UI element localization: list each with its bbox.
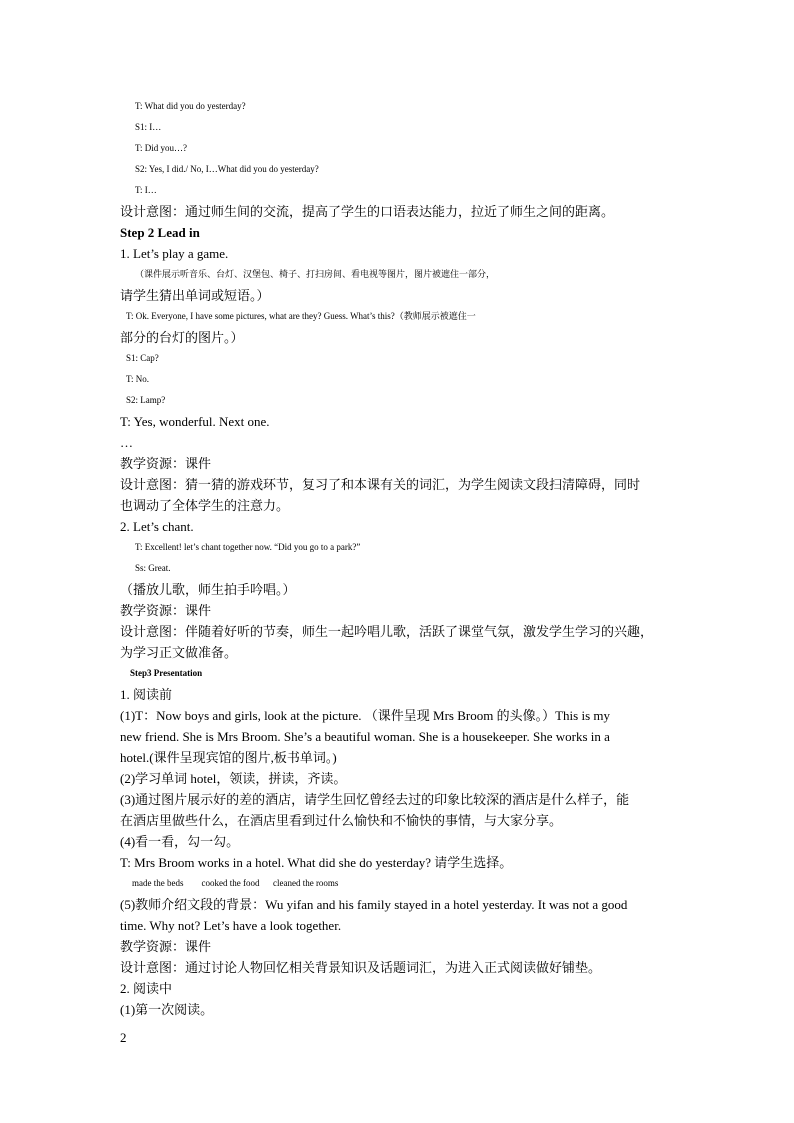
paragraph-line: (1)第一次阅读。 (120, 1002, 214, 1017)
section-heading: Step3 Presentation (130, 668, 203, 678)
dialogue-line: S1: Cap? (126, 353, 159, 363)
dialogue-line: Ss: Great. (135, 563, 171, 573)
paragraph-line: T: Mrs Broom works in a hotel. What did she do yesterday? 请学生选择。 (120, 855, 513, 870)
paragraph-line: (1)T：Now boys and girls, look at the picture. （课件呈现 Mrs Broom 的头像。）This is my (120, 708, 610, 723)
dialogue-line: T: What did you do yesterday? (135, 101, 246, 111)
paragraph-line: 部分的台灯的图片。） (120, 330, 244, 345)
dialogue-line: T: No. (126, 374, 150, 384)
paragraph-line: (3)通过图片展示好的差的酒店，请学生回忆曾经去过的印象比较深的酒店是什么样子，能 (120, 792, 630, 807)
teaching-resource: 教学资源：课件 (120, 603, 212, 618)
subsection-title: 2. 阅读中 (120, 981, 173, 996)
dialogue-line: T: Yes, wonderful. Next one. (120, 414, 270, 429)
design-intent: 也调动了全体学生的注意力。 (120, 498, 290, 513)
dialogue-line: S1: I… (135, 122, 162, 132)
paragraph-line: 请学生猜出单词或短语。） (120, 288, 270, 303)
paragraph-line: (2)学习单词 hotel，领读，拼读，齐读。 (120, 771, 347, 786)
page-number: 2 (120, 1030, 127, 1045)
dialogue-line: T: Excellent! let’s chant together now. “Did you go to a park?” (135, 542, 361, 552)
choice-options: made the beds cooked the food cleaned the rooms (132, 878, 339, 888)
paragraph-line: (4)看一看，勾一勾。 (120, 834, 240, 849)
design-intent: 为学习正文做准备。 (120, 645, 238, 660)
subsection-title: 1. 阅读前 (120, 687, 173, 702)
paragraph-line: time. Why not? Let’s have a look together. (120, 918, 342, 933)
dialogue-line: T: Did you…? (135, 143, 188, 153)
paragraph-line: （播放儿歌，师生拍手吟唱。） (120, 582, 296, 597)
paragraph-line: （课件展示听音乐、台灯、汉堡包、椅子、打扫房间、看电视等图片，图片被遮住一部分， (135, 269, 496, 279)
paragraph-line: T: Ok. Everyone, I have some pictures, what are they? Guess. What’s this?（教师展示被遮住一 (126, 311, 476, 321)
design-intent: 设计意图：伴随着好听的节奏，师生一起吟唱儿歌，活跃了课堂气氛，激发学生学习的兴趣， (120, 624, 654, 639)
design-intent: 设计意图：猜一猜的游戏环节，复习了和本课有关的词汇，为学生阅读文段扫清障碍，同时 (120, 477, 641, 492)
design-intent: 设计意图：通过讨论人物回忆相关背景知识及话题词汇，为进入正式阅读做好铺垫。 (120, 960, 602, 975)
activity-title: 1. Let’s play a game. (120, 246, 229, 261)
paragraph-line: hotel.(课件呈现宾馆的图片,板书单词。) (120, 750, 337, 765)
dialogue-line: T: I… (135, 185, 157, 195)
section-heading: Step 2 Lead in (120, 225, 200, 240)
teaching-resource: 教学资源：课件 (120, 456, 212, 471)
dialogue-line: S2: Lamp? (126, 395, 166, 405)
design-intent: 设计意图：通过师生间的交流，提高了学生的口语表达能力，拉近了师生之间的距离。 (120, 204, 615, 219)
paragraph-line: new friend. She is Mrs Broom. She’s a beautiful woman. She is a housekeeper. She works in a (120, 729, 610, 744)
activity-title: 2. Let’s chant. (120, 519, 194, 534)
paragraph-line: (5)教师介绍文段的背景：Wu yifan and his family stayed in a hotel yesterday. It was not a good (120, 897, 628, 912)
ellipsis-line: … (120, 435, 133, 450)
dialogue-line: S2: Yes, I did./ No, I…What did you do yesterday? (135, 164, 319, 174)
teaching-resource: 教学资源：课件 (120, 939, 212, 954)
paragraph-line: 在酒店里做些什么，在酒店里看到过什么愉快和不愉快的事情，与大家分享。 (120, 813, 563, 828)
